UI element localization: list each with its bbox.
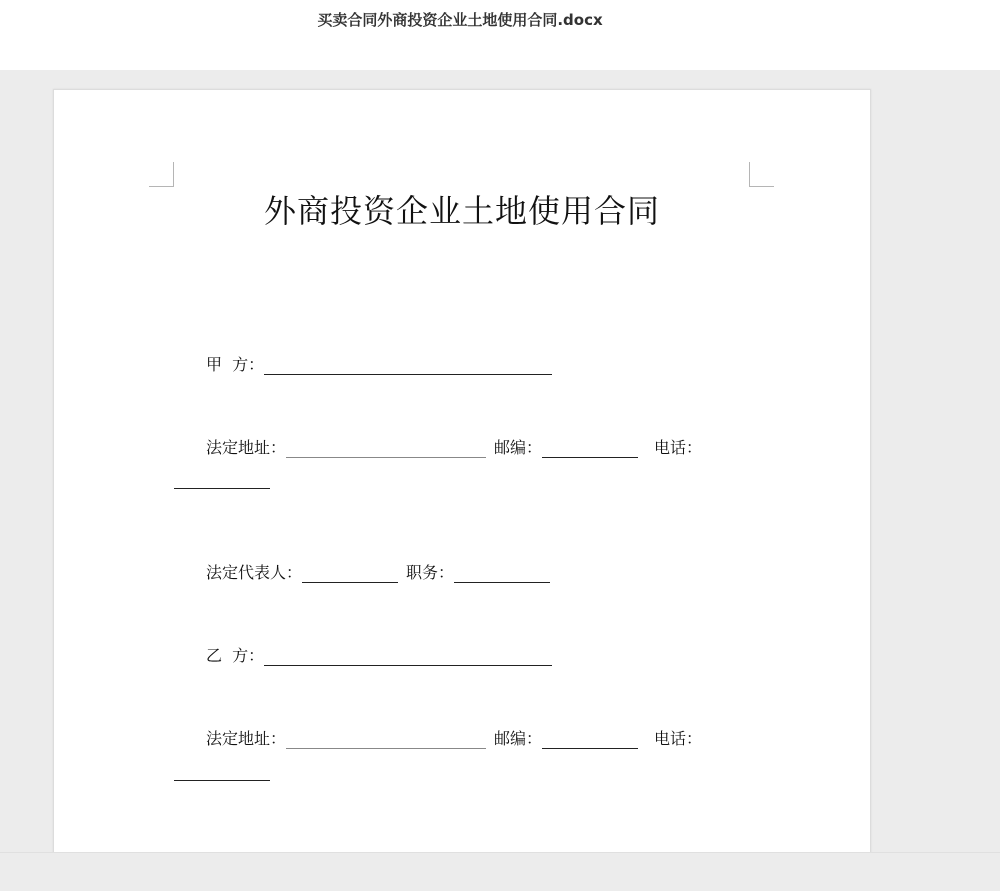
party-b-address-label: 法定地址：: [206, 729, 287, 748]
document-filename: 买卖合同外商投资企业土地使用合同.docx: [317, 11, 603, 29]
party-b-phone-label: 电话：: [654, 729, 703, 748]
contract-heading: 外商投资企业土地使用合同: [263, 192, 660, 230]
party-a-phone-label: 电话：: [654, 438, 703, 457]
party-b-blank: [264, 647, 552, 666]
party-a-blank: [264, 356, 552, 375]
party-a-phone-blank: [174, 470, 270, 489]
party-a-line: [206, 352, 552, 374]
party-b-postcode-label: 邮编：: [494, 729, 543, 748]
bottom-bar: [0, 852, 1000, 891]
party-b-postcode-blank: [542, 730, 638, 749]
margin-corner-mark: [749, 162, 774, 187]
party-b-label: 乙 方：: [206, 646, 265, 665]
party-a-address-line: [206, 435, 702, 457]
party-a-address-blank: [286, 439, 486, 458]
party-a-label: 甲 方：: [206, 355, 265, 374]
party-b-address-line: [206, 726, 702, 748]
document-viewer[interactable]: [0, 70, 1000, 852]
party-b-phone-line: [174, 762, 270, 784]
party-a-position-blank: [454, 564, 550, 583]
party-a-rep-blank: [302, 564, 398, 583]
margin-corner-mark: [149, 162, 174, 187]
party-b-line: [206, 643, 552, 665]
party-a-address-label: 法定地址：: [206, 438, 287, 457]
party-a-postcode-label: 邮编：: [494, 438, 543, 457]
party-b-address-blank: [286, 730, 486, 749]
party-a-rep-label: 法定代表人：: [206, 563, 303, 582]
party-a-rep-line: [206, 560, 550, 582]
document-page[interactable]: [53, 89, 871, 871]
party-b-phone-blank: [174, 762, 270, 781]
party-a-postcode-blank: [542, 439, 638, 458]
party-a-position-label: 职务：: [406, 563, 455, 582]
party-a-phone-line: [174, 470, 270, 492]
title-bar: [0, 0, 1000, 70]
